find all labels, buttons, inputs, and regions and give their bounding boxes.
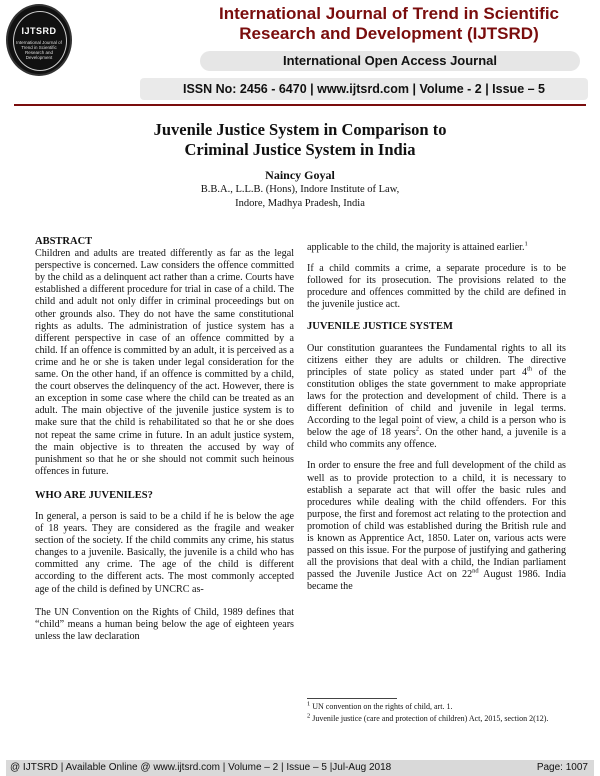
right-paragraph-1-text: applicable to the child, the majority is attained earlier.: [307, 242, 525, 253]
right-column: [307, 242, 566, 593]
author-name: Naincy Goyal: [265, 168, 335, 182]
footnote-ref-1: 1: [524, 240, 528, 248]
header-rule: [14, 104, 586, 106]
footnote-1-text: UN convention on the rights of child, art. 1.: [310, 702, 453, 711]
juvenile-justice-system-heading: JUVENILE JUSTICE SYSTEM: [307, 321, 453, 333]
logo-subtitle: International Journal of Trend in Scientific Research and Development: [16, 40, 62, 60]
author-affiliation-line2: Indore, Madhya Pradesh, India: [235, 198, 365, 209]
right-paragraph-2: If a child commits a crime, a separate procedure is to be followed for its prosecution. The provisions related to the procedure and offences committed by the child are defined in the juvenile justice act.: [307, 263, 566, 311]
footer-page-number: Page: 1007: [536, 762, 588, 773]
logo-acronym: IJTSRD: [21, 26, 57, 36]
paper-title-line1: Juvenile Justice System in Comparison to: [153, 120, 447, 139]
right-paragraph-3: [307, 343, 566, 452]
abstract-heading: ABSTRACT: [35, 236, 93, 247]
right-paragraph-3-b: of the constitution obliges the state government to make appropriate laws for the protection and development of child. There is a different definition of child and juvenile in legal terms. According to the legal point of view, a child is a person who is below the age of 18 years: [307, 366, 566, 439]
footnote-2-number: 2: [307, 712, 311, 720]
paper-title-line2: Criminal Justice System in India: [184, 140, 416, 159]
journal-title-line1: International Journal of Trend in Scientific: [218, 4, 560, 23]
journal-title-line2: Research and Development (IJTSRD): [239, 24, 539, 43]
superscript-th: th: [527, 365, 533, 373]
right-paragraph-4: [307, 460, 566, 593]
author-affiliation-line1: B.B.A., L.L.B. (Hons), Indore Institute of Law,: [200, 184, 400, 195]
page-footer: [6, 760, 594, 776]
abstract-text: Children and adults are treated differently as far as the legal perspective is concerned. Law considers the offence committed by the child as a delinquent act rather than a crime. Courts have established a different procedure for trial in case of a child. The child and adult not only differ in criminal proceedings but on other grounds also. They do not have the same constitutional rights as adults. The administration of justice system has a different perspective in case of an offence committed by a child. If an offence is committed by an adult, it is perceived as a crime and he or she is taken under legal consideration for the same. On the other hand, if an offence is committed by a child, the court observes the delinquency of the act. However, there is an exception in some case where the child can be treated as an adult. The main objective of the juvenile justice system is to make sure that the child is rehabilitated so that he or she does not repeat the same crime in future. In an adult justice system, the main objective is to threaten the accused by way of punishment so that he or she should not commit such heinous offences in future.: [35, 248, 294, 477]
journal-logo: [6, 4, 72, 76]
footnote-1-number: 1: [307, 700, 311, 708]
journal-tagline: International Open Access Journal: [200, 51, 580, 71]
journal-info-bar: ISSN No: 2456 - 6470 | www.ijtsrd.com | Volume - 2 | Issue – 5: [140, 78, 588, 100]
right-paragraph-4-a: In order to ensure the free and full development of the child as well as to provide protection to a child, it is necessary to establish a separate act that will offer the basic rules and procedures while dealing with the child offenders. For this purpose, the first and foremost act relating to the protection and promotion of child was established during the British rule and is known as Apprentice Act, 1850. Later on, various acts were passed on this issue. For the purpose of justifying and gathering all the provisions that deal with a child, the Indian parliament passed the Juvenile Justice Act on 22: [307, 460, 566, 581]
footnote-2-text: Juvenile justice (care and protection of children) Act, 2015, section 2(12).: [310, 714, 549, 723]
footnote-rule: [307, 698, 397, 699]
superscript-nd: nd: [472, 567, 479, 575]
juveniles-heading: WHO ARE JUVENILES?: [35, 489, 153, 501]
juveniles-paragraph-2: The UN Convention on the Rights of Child, 1989 defines that “child” means a human being below the age of eighteen years unless the law declaration: [35, 606, 294, 642]
footer-journal-info: @ IJTSRD | Available Online @ www.ijtsrd.com | Volume – 2 | Issue – 5 |Jul-Aug 2018: [10, 762, 392, 773]
right-paragraph-4-b: August 1986. India became the: [307, 569, 566, 593]
footnote-2: [307, 714, 566, 724]
juveniles-paragraph-1: In general, a person is said to be a child if he is below the age of 18 years. They are considered as the fragile and weaker section of the society. If the child commits any crime, his status changes to a juvenile. Basically, the juvenile is a child who has committed any crime. The age of the child is different according to the different acts. The most commonly accepted age of the child is defined by UNCRC as-: [35, 510, 294, 595]
right-paragraph-3-a: Our constitution guarantees the Fundamental rights to all its citizens either they are adults or children. The directive principles of state policy as stated under part 4: [307, 342, 566, 378]
journal-header: [0, 0, 600, 108]
right-paragraph-1: [307, 242, 566, 254]
left-column: [35, 236, 294, 643]
footnote-ref-2: 2: [415, 425, 420, 433]
footnote-1: [307, 702, 566, 712]
right-paragraph-3-c: . On the other hand, a juvenile is a child who commits any offence.: [307, 427, 567, 451]
